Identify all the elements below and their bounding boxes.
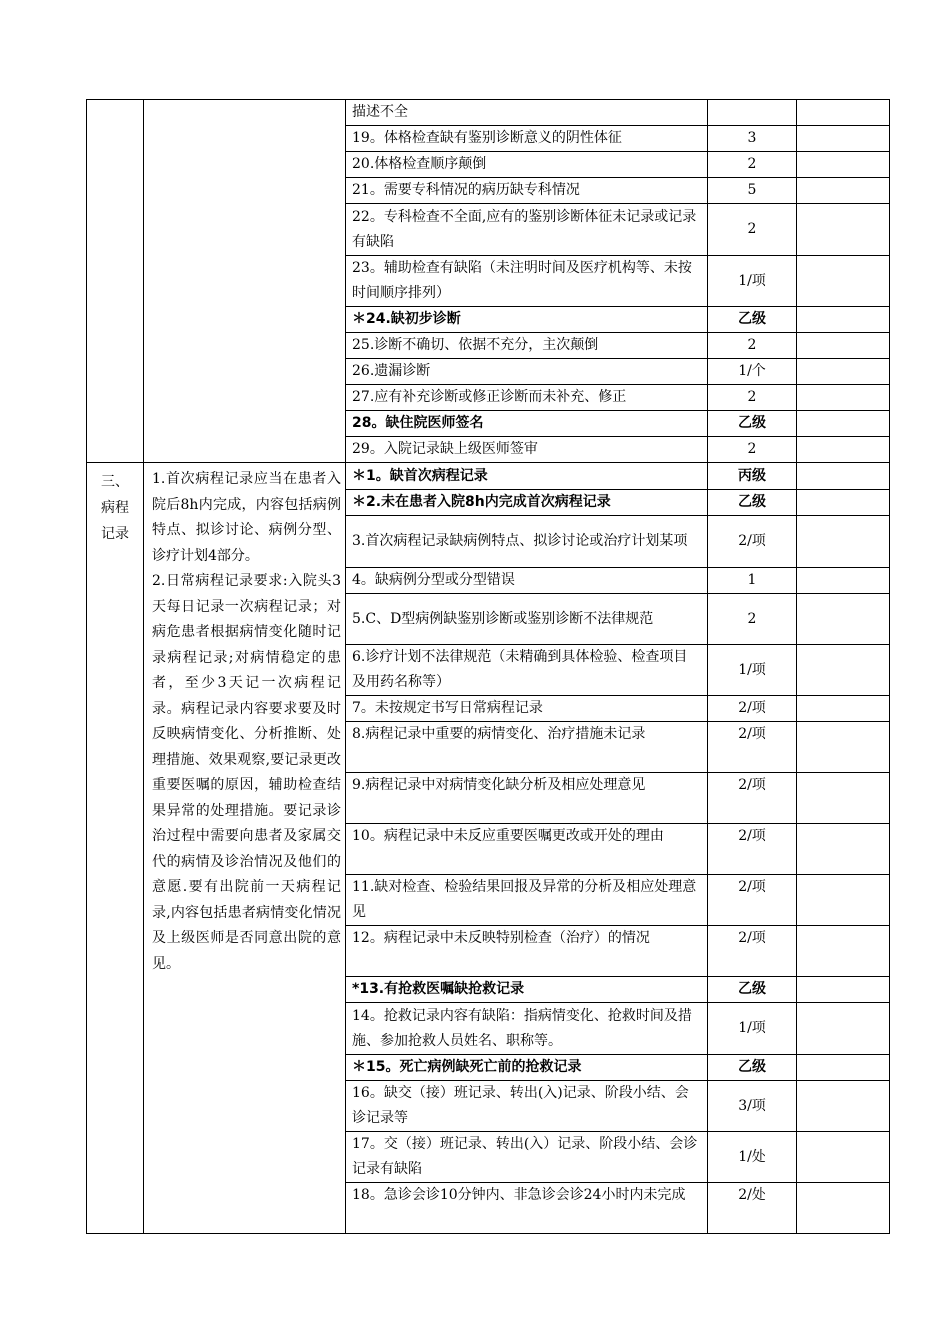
requirement-paragraph: 1.首次病程记录应当在患者入院后8h内完成，内容包括病例特点、拟诊讨论、病例分型、诊疗计划4部分。 <box>152 471 341 564</box>
deduction-item: 4。缺病例分型或分型错误 <box>346 568 708 594</box>
remark-cell <box>797 385 890 411</box>
deduction-item: ＊24.缺初步诊断 <box>346 307 708 333</box>
remark-cell <box>797 722 890 773</box>
remark-cell <box>797 178 890 204</box>
remark-cell <box>797 645 890 696</box>
remark-cell <box>797 594 890 645</box>
remark-cell <box>797 696 890 722</box>
deduction-item: ＊1。缺首次病程记录 <box>346 463 708 490</box>
deduction-item: 12。病程记录中未反映特别检查（治疗）的情况 <box>346 926 708 977</box>
remark-cell <box>797 126 890 152</box>
deduction-score: 2/项 <box>708 824 797 875</box>
deduction-item: 22。专科检查不全面,应有的鉴别诊断体征未记录或记录有缺陷 <box>346 204 708 256</box>
remark-cell <box>797 1081 890 1132</box>
deduction-item: 9.病程记录中对病情变化缺分析及相应处理意见 <box>346 773 708 824</box>
deduction-score: 2 <box>708 152 797 178</box>
section-requirements <box>144 463 346 1234</box>
remark-cell <box>797 359 890 385</box>
deduction-score: 1/项 <box>708 1003 797 1055</box>
remark-cell <box>797 773 890 824</box>
deduction-score: 1 <box>708 568 797 594</box>
remark-cell <box>797 568 890 594</box>
remark-cell <box>797 411 890 437</box>
deduction-item: 3.首次病程记录缺病例特点、拟诊讨论或治疗计划某项 <box>346 516 708 568</box>
remark-cell <box>797 100 890 126</box>
deduction-score: 2/项 <box>708 696 797 722</box>
deduction-item: 19。体格检查缺有鉴别诊断意义的阴性体征 <box>346 126 708 152</box>
deduction-score: 2 <box>708 204 797 256</box>
deduction-score: 2 <box>708 594 797 645</box>
deduction-score: 5 <box>708 178 797 204</box>
deduction-score: 1/项 <box>708 256 797 307</box>
remark-cell <box>797 1183 890 1234</box>
deduction-item: ＊15。死亡病例缺死亡前的抢救记录 <box>346 1055 708 1081</box>
deduction-score: 1/项 <box>708 645 797 696</box>
deduction-item: 10。病程记录中未反应重要医嘱更改或开处的理由 <box>346 824 708 875</box>
deduction-score <box>708 100 797 126</box>
deduction-score: 乙级 <box>708 490 797 516</box>
deduction-item: 5.C、D型病例缺鉴别诊断或鉴别诊断不法律规范 <box>346 594 708 645</box>
deduction-item: 7。未按规定书写日常病程记录 <box>346 696 708 722</box>
remark-cell <box>797 437 890 463</box>
deduction-score: 2/项 <box>708 722 797 773</box>
remark-cell <box>797 1003 890 1055</box>
deduction-item: 8.病程记录中重要的病情变化、治疗措施未记录 <box>346 722 708 773</box>
deduction-item: 11.缺对检查、检验结果回报及异常的分析及相应处理意见 <box>346 875 708 926</box>
remark-cell <box>797 824 890 875</box>
remark-cell <box>797 204 890 256</box>
remark-cell <box>797 256 890 307</box>
deduction-score: 乙级 <box>708 977 797 1003</box>
deduction-score: 2/项 <box>708 516 797 568</box>
deduction-score: 1/个 <box>708 359 797 385</box>
deduction-item: 17。交（接）班记录、转出(入）记录、阶段小结、会诊记录有缺陷 <box>346 1132 708 1183</box>
deduction-score: 2/项 <box>708 773 797 824</box>
deduction-score: 乙级 <box>708 1055 797 1081</box>
requirement-paragraph: 2.日常病程记录要求:入院头3天每日记录一次病程记录；对病危患者根据病情变化随时记录病程记录;对病情稳定的患者，至少3天记一次病程记录。病程记录内容要求要及时反映病情变化、分析推断、处理措施、效果观察,要记录更改重要医嘱的原因，辅助检查结果异常的处理措施。要记录诊治过程中需要向患者及家属交代的病情及诊治情况及他们的意愿.要有出院前一天病程记录,内容包括患者病情变化情况及上级医师是否同意出院的意见。 <box>152 573 341 972</box>
requirement-cell <box>144 100 346 463</box>
remark-cell <box>797 516 890 568</box>
deduction-score: 2 <box>708 333 797 359</box>
deduction-score: 2 <box>708 437 797 463</box>
section-label-cell <box>87 100 144 463</box>
deduction-item: 18。急诊会诊10分钟内、非急诊会诊24小时内未完成 <box>346 1183 708 1234</box>
remark-cell <box>797 463 890 490</box>
scoring-table <box>86 99 890 1234</box>
deduction-item: 16。缺交（接）班记录、转出(入)记录、阶段小结、会诊记录等 <box>346 1081 708 1132</box>
remark-cell <box>797 926 890 977</box>
remark-cell <box>797 307 890 333</box>
remark-cell <box>797 333 890 359</box>
deduction-score: 1/处 <box>708 1132 797 1183</box>
deduction-item: 6.诊疗计划不法律规范（未精确到具体检验、检查项目及用药名称等） <box>346 645 708 696</box>
deduction-score: 2/项 <box>708 926 797 977</box>
section-label-text: 三、 病程 记录 <box>101 474 129 542</box>
deduction-item: ＊2.未在患者入院8h内完成首次病程记录 <box>346 490 708 516</box>
deduction-score: 乙级 <box>708 411 797 437</box>
deduction-score: 2/处 <box>708 1183 797 1234</box>
deduction-score: 3/项 <box>708 1081 797 1132</box>
deduction-item: 26.遗漏诊断 <box>346 359 708 385</box>
deduction-score: 2 <box>708 385 797 411</box>
remark-cell <box>797 875 890 926</box>
deduction-score: 2/项 <box>708 875 797 926</box>
deduction-item: 29。入院记录缺上级医师签审 <box>346 437 708 463</box>
deduction-score: 3 <box>708 126 797 152</box>
deduction-item: 28。缺住院医师签名 <box>346 411 708 437</box>
deduction-score: 乙级 <box>708 307 797 333</box>
remark-cell <box>797 1132 890 1183</box>
deduction-item: 14。抢救记录内容有缺陷：指病情变化、抢救时间及措施、参加抢救人员姓名、职称等。 <box>346 1003 708 1055</box>
remark-cell <box>797 1055 890 1081</box>
deduction-item: 21。需要专科情况的病历缺专科情况 <box>346 178 708 204</box>
remark-cell <box>797 490 890 516</box>
remark-cell <box>797 977 890 1003</box>
deduction-item: 描述不全 <box>346 100 708 126</box>
table-row <box>87 463 890 490</box>
deduction-item: 27.应有补充诊断或修正诊断而未补充、修正 <box>346 385 708 411</box>
deduction-item: 23。辅助检查有缺陷（未注明时间及医疗机构等、未按时间顺序排列） <box>346 256 708 307</box>
deduction-item: 20.体格检查顺序颠倒 <box>346 152 708 178</box>
deduction-score: 丙级 <box>708 463 797 490</box>
remark-cell <box>797 152 890 178</box>
deduction-item: *13.有抢救医嘱缺抢救记录 <box>346 977 708 1003</box>
deduction-item: 25.诊断不确切、依据不充分，主次颠倒 <box>346 333 708 359</box>
table-row <box>87 100 890 126</box>
section-label <box>87 463 144 1234</box>
